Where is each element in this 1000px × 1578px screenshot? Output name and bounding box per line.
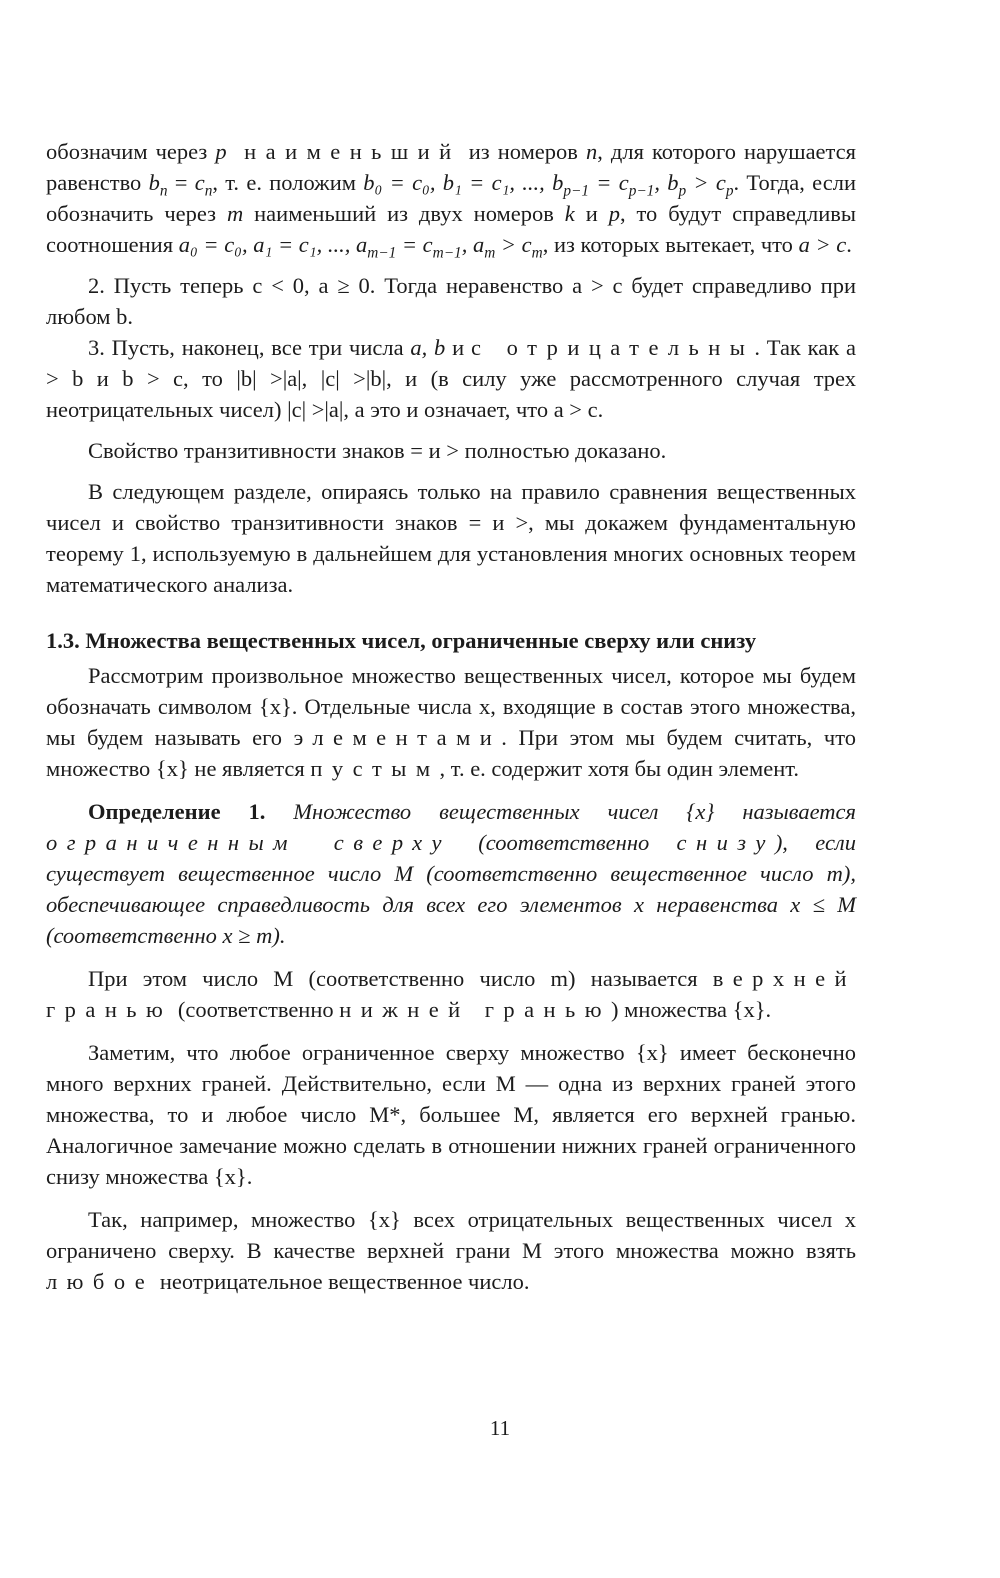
paragraph-set-intro: Рассмотрим произвольное множество вещественных чисел, которое мы будем обозначать символом {x}. Отдельные числа x, входящие в состав этого множества, мы будем называть его элементами. При этом мы будем считать, что множество {x} не является пустым, т. е. содержит хотя бы один элемент. bbox=[46, 663, 856, 781]
page-number: 11 bbox=[489, 1416, 511, 1440]
definition-title: Определение 1. bbox=[88, 799, 266, 824]
paragraph-proof-case-2: 2. Пусть теперь c < 0, a ≥ 0. Тогда неравенство a > c будет справедливо при любом b. bbox=[46, 273, 856, 329]
definition-1: Определение 1. Множество вещественных чисел {x} называется ограниченным сверху (соответственно снизу), если существует вещественное число M (соответственно вещественное число m), обеспечивающее справедливость для всех его элементов x неравенства x ≤ M (соответственно x ≥ m). bbox=[46, 799, 857, 948]
paragraph-proof-case-3: 3. Пусть, наконец, все три числа a, b и с отрицательны. Так как a > b и b > c, то |b| >|a|, |c| >|b|, и (в силу уже рассмотренного случая трех неотрицательных чисел) |c| >|a|, а это и означает, что a > c. bbox=[46, 335, 856, 422]
paragraph-proof-case-1: обозначим через p наименьший из номеров n, для которого нарушается равенство $b_n = c_n$, т. е. положим b₀ = c₀, b₁ = c₁, ..., $b_{p-1} = c_{p-1}$, $b_p > c_p$. Тогда, если обозначить через m наименьший из двух номеров k и p, то будут справедливы соотношения a₀ = c₀, a₁ = c₁, ..., $a_{m-1} = c_{m-1}$, $a_m > c_m$, из которых вытекает, что a > c. bbox=[46, 139, 856, 262]
page-body bbox=[46, 136, 856, 1297]
paragraph-next-section: В следующем разделе, опираясь только на правило сравнения вещественных чисел и свойство транзитивности знаков = и >, мы докажем фундаментальную теорему 1, используемую в дальнейшем для установления многих основных теорем математического анализа. bbox=[46, 479, 856, 597]
section-heading: 1.3. Множества вещественных чисел, ограниченные сверху или снизу bbox=[46, 628, 757, 653]
paragraph-transitivity-proved: Свойство транзитивности знаков = и > полностью доказано. bbox=[88, 438, 667, 463]
paragraph-upper-bound-def: При этом число M (соответственно число m) называется верхней гранью (соответственно нижней гранью) множества {x}. bbox=[46, 966, 856, 1022]
paragraph-example: Так, например, множество {x} всех отрицательных вещественных чисел x ограничено сверху. В качестве верхней грани M этого множества можно взять любое неотрицательное вещественное число. bbox=[46, 1207, 856, 1294]
paragraph-infinitely-many-bounds: Заметим, что любое ограниченное сверху множество {x} имеет бесконечно много верхних граней. Действительно, если M — одна из верхних граней этого множества, то и любое число M*, большее M, является его верхней гранью. Аналогичное замечание можно сделать в отношении нижних граней ограниченного снизу множества {x}. bbox=[46, 1040, 856, 1189]
